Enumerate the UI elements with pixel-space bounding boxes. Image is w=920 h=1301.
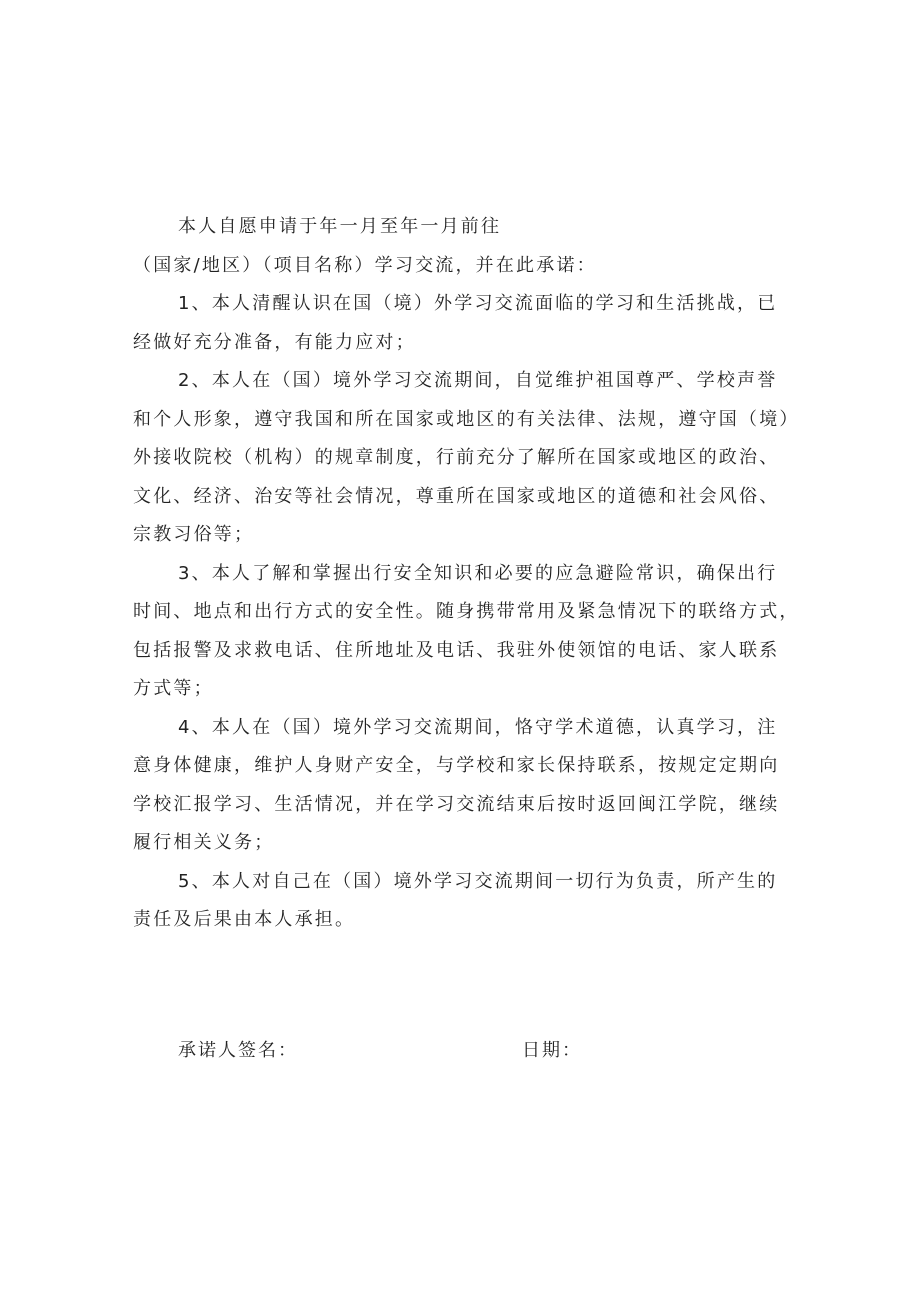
item-line: 3、本人了解和掌握出行安全知识和必要的应急避险常识，确保出行 [178,562,778,584]
pledge-item-3 [133,561,800,715]
item-line: 包括报警及求救电话、住所地址及电话、我驻外使领馆的电话、家人联系 [133,639,780,661]
pledge-item-1 [133,291,793,368]
item-line: 4、本人在（国）境外学习交流期间，恪守学术道德，认真学习，注 [178,716,778,738]
item-line: 责任及后果由本人承担。 [133,909,356,930]
item-line: 意身体健康，维护人身财产安全，与学校和家长保持联系，按规定定期向 [133,755,780,776]
item-line: 时间、地点和出行方式的安全性。随身携带常用及紧急情况下的联络方式， [133,601,800,622]
item-line: 外接收院校（机构）的规章制度，行前充分了解所在国家或地区的政治、 [133,447,780,468]
item-line: 2、本人在（国）境外学习交流期间，自觉维护祖国尊严、学校声誉 [178,370,778,391]
intro-paragraph [133,214,793,291]
item-line: 1、本人清醒认识在国（境）外学习交流面临的学习和生活挑战，已 [178,293,778,314]
item-line: 方式等； [133,678,214,699]
item-line: 宗教习俗等； [133,524,255,545]
pledge-body [133,214,800,946]
item-line: 文化、经济、治安等社会情况，尊重所在国家或地区的道德和社会风俗、 [133,485,780,507]
pledge-item-4 [133,715,793,869]
signer-signature-label: 承诺人签名： [178,1040,298,1061]
pledge-item-2 [133,368,800,561]
item-line: 经做好充分准备，有能力应对； [133,331,416,353]
item-line: 履行相关义务； [133,832,275,853]
intro-line: （国家/地区）（项目名称）学习交流，并在此承诺： [133,254,597,276]
item-line: 5、本人对自己在（国）境外学习交流期间一切行为负责，所产生的 [178,870,778,892]
item-line: 学校汇报学习、生活情况，并在学习交流结束后按时返回闽江学院，继续 [133,793,780,815]
date-label: 日期： [522,1040,582,1061]
pledge-item-5 [133,869,793,946]
intro-line: 本人自愿申请于年一月至年一月前往 [178,216,502,237]
item-line: 和个人形象，遵守我国和所在国家或地区的有关法律、法规，遵守国（境） [133,408,800,430]
